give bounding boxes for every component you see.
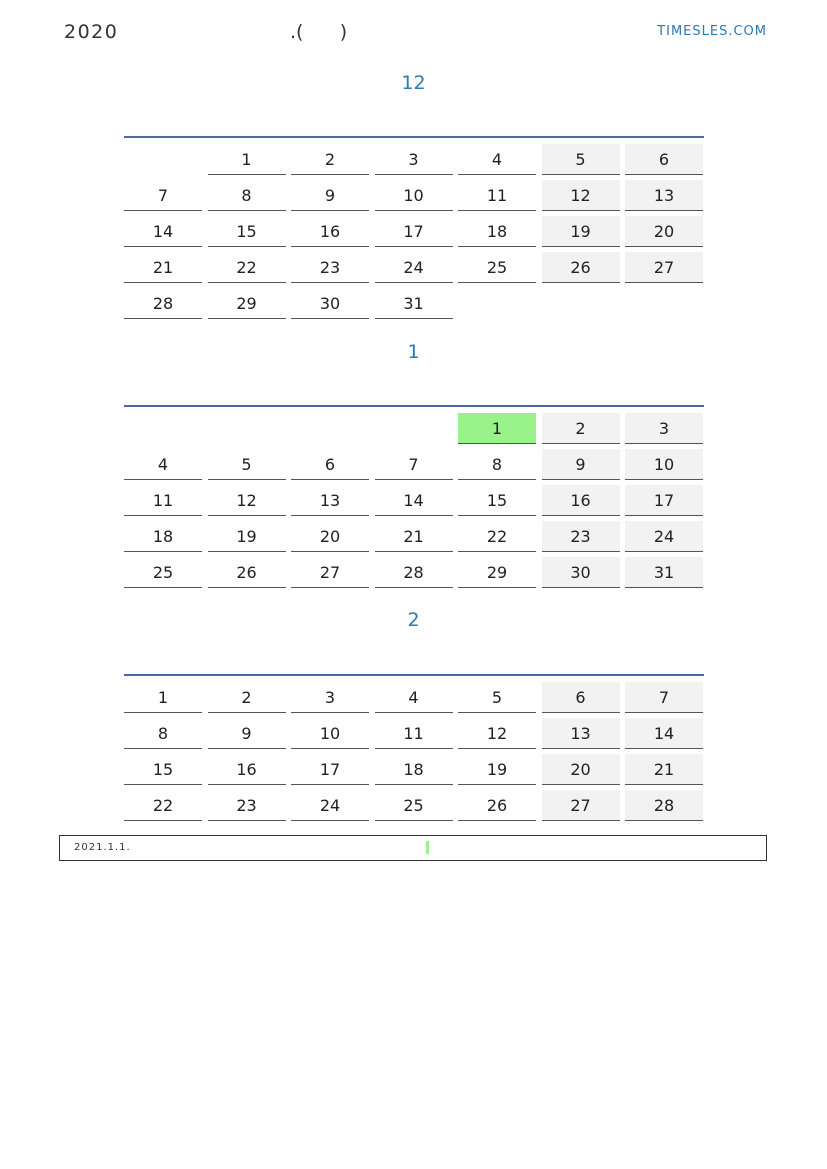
day-cell[interactable]: 28 xyxy=(375,557,453,588)
day-cell[interactable]: 9 xyxy=(208,718,286,749)
day-cell[interactable]: 16 xyxy=(291,216,369,247)
week-row xyxy=(124,288,704,320)
day-cell[interactable]: 10 xyxy=(291,718,369,749)
day-cell[interactable]: 14 xyxy=(375,485,453,516)
day-cell[interactable]: 25 xyxy=(458,252,536,283)
week-row xyxy=(124,682,704,714)
empty-day-cell xyxy=(458,288,536,318)
week-row xyxy=(124,718,704,750)
day-cell[interactable]: 6 xyxy=(625,144,703,175)
day-cell[interactable]: 7 xyxy=(124,180,202,211)
day-cell[interactable]: 30 xyxy=(542,557,620,588)
day-cell[interactable]: 11 xyxy=(375,718,453,749)
day-cell[interactable]: 8 xyxy=(124,718,202,749)
day-cell[interactable]: 29 xyxy=(208,288,286,319)
day-cell[interactable]: 17 xyxy=(291,754,369,785)
day-cell[interactable]: 21 xyxy=(124,252,202,283)
day-cell[interactable]: 18 xyxy=(375,754,453,785)
day-cell[interactable]: 16 xyxy=(542,485,620,516)
day-cell[interactable]: 19 xyxy=(542,216,620,247)
day-cell[interactable]: 9 xyxy=(542,449,620,480)
day-cell[interactable]: 22 xyxy=(124,790,202,821)
day-cell[interactable]: 2 xyxy=(291,144,369,175)
day-cell[interactable]: 24 xyxy=(375,252,453,283)
month-title-january: 1 xyxy=(407,341,420,363)
day-cell[interactable]: 11 xyxy=(458,180,536,211)
day-cell[interactable]: 14 xyxy=(124,216,202,247)
header-year: 2020 xyxy=(64,21,119,43)
day-cell[interactable]: 1 xyxy=(458,413,536,444)
day-cell[interactable]: 30 xyxy=(291,288,369,319)
day-cell[interactable]: 24 xyxy=(625,521,703,552)
day-cell[interactable]: 31 xyxy=(375,288,453,319)
day-cell[interactable]: 13 xyxy=(625,180,703,211)
day-cell[interactable]: 14 xyxy=(625,718,703,749)
empty-day-cell xyxy=(375,413,453,443)
week-row xyxy=(124,252,704,284)
week-row xyxy=(124,180,704,212)
day-cell[interactable]: 6 xyxy=(291,449,369,480)
day-cell[interactable]: 11 xyxy=(124,485,202,516)
day-cell[interactable]: 7 xyxy=(375,449,453,480)
holiday-legend-swatch xyxy=(426,841,429,854)
day-cell[interactable]: 4 xyxy=(375,682,453,713)
day-cell[interactable]: 26 xyxy=(208,557,286,588)
day-cell[interactable]: 21 xyxy=(375,521,453,552)
day-cell[interactable]: 20 xyxy=(542,754,620,785)
week-row xyxy=(124,144,704,176)
day-cell[interactable]: 23 xyxy=(291,252,369,283)
day-cell[interactable]: 23 xyxy=(208,790,286,821)
site-link[interactable]: TIMESLES.COM xyxy=(657,24,767,39)
day-cell[interactable]: 20 xyxy=(291,521,369,552)
day-cell[interactable]: 12 xyxy=(458,718,536,749)
day-cell[interactable]: 29 xyxy=(458,557,536,588)
day-cell[interactable]: 26 xyxy=(542,252,620,283)
week-row xyxy=(124,521,704,553)
month-title-december: 12 xyxy=(401,72,426,94)
day-cell[interactable]: 27 xyxy=(625,252,703,283)
day-cell[interactable]: 5 xyxy=(208,449,286,480)
week-row xyxy=(124,485,704,517)
calendar-february xyxy=(124,674,704,824)
footer-note-box xyxy=(59,835,767,861)
empty-day-cell xyxy=(542,288,620,318)
day-cell[interactable]: 27 xyxy=(291,557,369,588)
day-cell[interactable]: 12 xyxy=(542,180,620,211)
calendar-january xyxy=(124,405,704,591)
empty-day-cell xyxy=(124,413,202,443)
empty-day-cell xyxy=(625,288,703,318)
day-cell[interactable]: 20 xyxy=(625,216,703,247)
day-cell[interactable]: 12 xyxy=(208,485,286,516)
week-row xyxy=(124,413,704,445)
footer-note: 2021.1.1. xyxy=(74,842,131,853)
day-cell[interactable]: 7 xyxy=(625,682,703,713)
day-cell[interactable]: 3 xyxy=(625,413,703,444)
day-cell[interactable]: 25 xyxy=(124,557,202,588)
day-cell[interactable]: 18 xyxy=(124,521,202,552)
month-title-february: 2 xyxy=(407,609,420,631)
day-cell[interactable]: 6 xyxy=(542,682,620,713)
day-cell[interactable]: 5 xyxy=(542,144,620,175)
week-row xyxy=(124,790,704,822)
week-row xyxy=(124,754,704,786)
day-cell[interactable]: 19 xyxy=(458,754,536,785)
day-cell[interactable]: 31 xyxy=(625,557,703,588)
day-cell[interactable]: 3 xyxy=(291,682,369,713)
header-title: .( ) xyxy=(290,21,348,43)
day-cell[interactable]: 25 xyxy=(375,790,453,821)
week-row xyxy=(124,557,704,589)
day-cell[interactable]: 2 xyxy=(542,413,620,444)
day-cell[interactable]: 15 xyxy=(458,485,536,516)
day-cell[interactable]: 1 xyxy=(208,144,286,175)
day-cell[interactable]: 22 xyxy=(208,252,286,283)
empty-day-cell xyxy=(124,144,202,174)
day-cell[interactable]: 3 xyxy=(375,144,453,175)
day-cell[interactable]: 10 xyxy=(375,180,453,211)
day-cell[interactable]: 22 xyxy=(458,521,536,552)
day-cell[interactable]: 24 xyxy=(291,790,369,821)
day-cell[interactable]: 8 xyxy=(208,180,286,211)
day-cell[interactable]: 28 xyxy=(124,288,202,319)
day-cell[interactable]: 15 xyxy=(208,216,286,247)
day-cell[interactable]: 18 xyxy=(458,216,536,247)
day-cell[interactable]: 28 xyxy=(625,790,703,821)
day-cell[interactable]: 4 xyxy=(124,449,202,480)
day-cell[interactable]: 1 xyxy=(124,682,202,713)
day-cell[interactable]: 23 xyxy=(542,521,620,552)
week-row xyxy=(124,449,704,481)
day-cell[interactable]: 8 xyxy=(458,449,536,480)
empty-day-cell xyxy=(208,413,286,443)
week-row xyxy=(124,216,704,248)
day-cell[interactable]: 26 xyxy=(458,790,536,821)
calendar-december xyxy=(124,136,704,322)
day-cell[interactable]: 17 xyxy=(375,216,453,247)
day-cell[interactable]: 19 xyxy=(208,521,286,552)
day-cell[interactable]: 13 xyxy=(542,718,620,749)
day-cell[interactable]: 21 xyxy=(625,754,703,785)
day-cell[interactable]: 17 xyxy=(625,485,703,516)
day-cell[interactable]: 27 xyxy=(542,790,620,821)
day-cell[interactable]: 16 xyxy=(208,754,286,785)
empty-day-cell xyxy=(291,413,369,443)
day-cell[interactable]: 10 xyxy=(625,449,703,480)
day-cell[interactable]: 9 xyxy=(291,180,369,211)
day-cell[interactable]: 4 xyxy=(458,144,536,175)
day-cell[interactable]: 2 xyxy=(208,682,286,713)
day-cell[interactable]: 13 xyxy=(291,485,369,516)
day-cell[interactable]: 5 xyxy=(458,682,536,713)
day-cell[interactable]: 15 xyxy=(124,754,202,785)
